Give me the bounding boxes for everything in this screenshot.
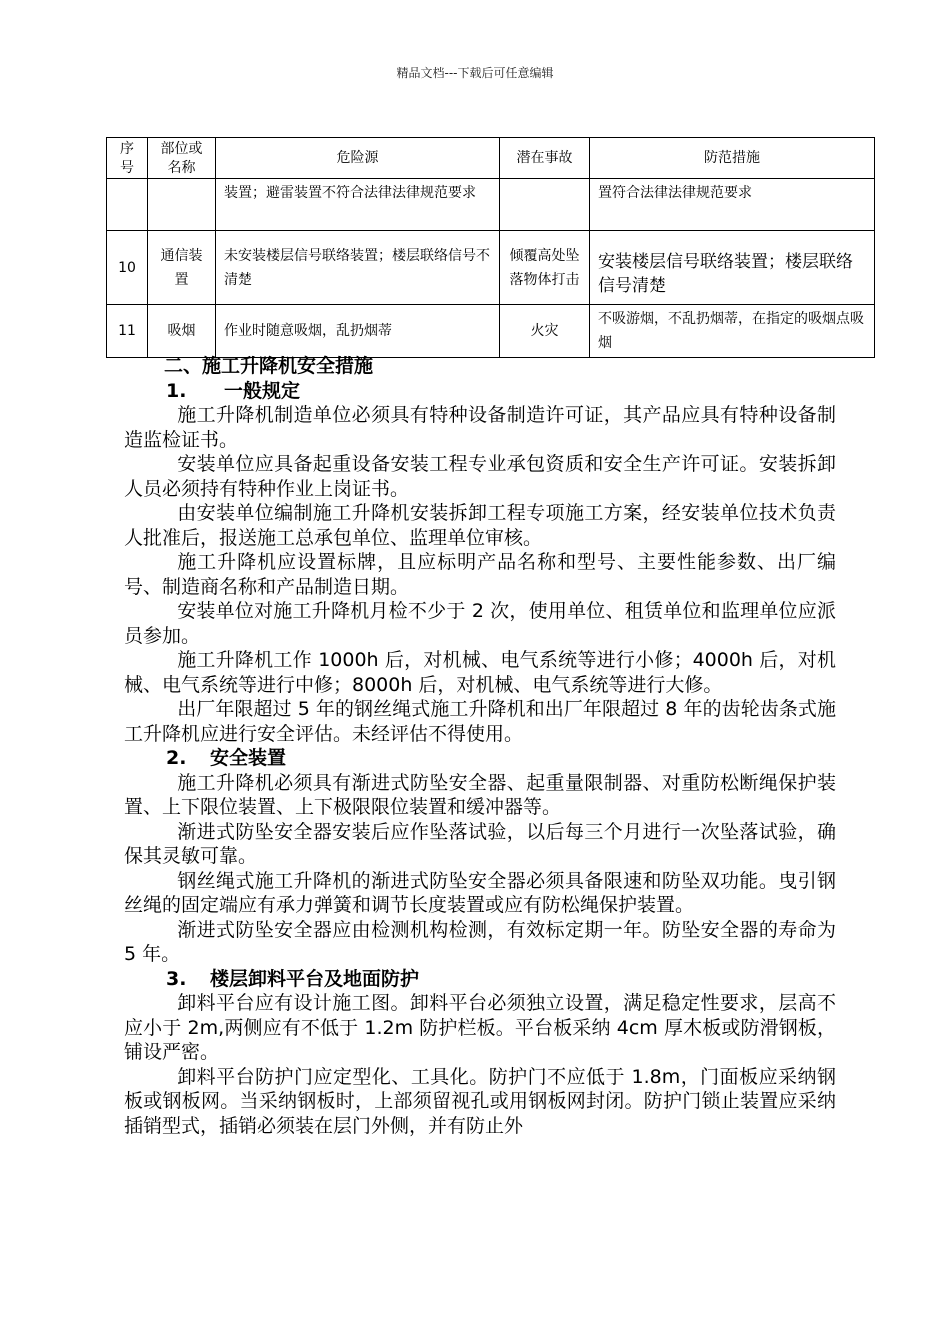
paragraph: 渐进式防坠安全器应由检测机构检测，有效标定期一年。防坠安全器的寿命为 5 年。 — [124, 918, 836, 965]
cell-accident — [500, 179, 590, 231]
subsection-title: 安全装置 — [210, 747, 287, 769]
subsection-heading — [166, 967, 836, 992]
table-row — [107, 179, 875, 231]
cell-hazard: 未安装楼层信号联络装置；楼层联络信号不清楚 — [216, 231, 500, 305]
table-header-row — [107, 138, 875, 179]
header-cell-accident: 潜在事故 — [500, 138, 590, 179]
subsection-number: 1. — [166, 379, 187, 402]
page-header: 精品文档---下载后可任意编辑 — [396, 66, 554, 80]
paragraph: 施工升降机必须具有渐进式防坠安全器、起重量限制器、对重防松断绳保护装置、上下限位装置、上下极限限位装置和缓冲器等。 — [124, 771, 836, 818]
subsection-heading — [166, 379, 836, 404]
subsection-number: 2. — [166, 747, 187, 769]
paragraph: 渐进式防坠安全器安装后应作坠落试验，以后每三个月进行一次坠落试验，确保其灵敏可靠。 — [124, 820, 836, 867]
cell-hazard: 作业时随意吸烟，乱扔烟蒂 — [216, 305, 500, 358]
paragraph: 由安装单位编制施工升降机安装拆卸工程专项施工方案，经安装单位技术负责人批准后，报送施工总承包单位、监理单位审核。 — [124, 502, 836, 549]
paragraph: 施工升降机工作 1000h 后，对机械、电气系统等进行小修；4000h 后，对机械、电气系统等进行中修；8000h 后，对机械、电气系统等进行大修。 — [124, 649, 836, 696]
paragraph: 施工升降机制造单位必须具有特种设备制造许可证，其产品应具有特种设备制造监检证书。 — [124, 404, 836, 451]
cell-part — [148, 179, 216, 231]
subsection-title: 楼层卸料平台及地面防护 — [210, 967, 420, 990]
cell-hazard: 装置；避雷装置不符合法律法律规范要求 — [216, 179, 500, 231]
hazard-table — [106, 137, 875, 358]
cell-measure: 置符合法律法律规范要求 — [590, 179, 875, 231]
cell-no — [107, 179, 148, 231]
paragraph: 出厂年限超过 5 年的钢丝绳式施工升降机和出厂年限超过 8 年的齿轮齿条式施工升降机应进行安全评估。未经评估不得使用。 — [124, 698, 836, 745]
header-cell-hazard: 危险源 — [216, 138, 500, 179]
header-cell-no: 序号 — [107, 138, 148, 179]
table-row — [107, 231, 875, 305]
subsection-title: 一般规定 — [224, 379, 301, 402]
cell-part: 吸烟 — [148, 305, 216, 358]
cell-accident: 火灾 — [500, 305, 590, 358]
cell-part: 通信装置 — [148, 231, 216, 305]
cell-no: 11 — [107, 305, 148, 358]
cell-accident: 倾覆高处坠落物体打击 — [500, 231, 590, 305]
table-row — [107, 305, 875, 358]
paragraph: 施工升降机应设置标牌，且应标明产品名称和型号、主要性能参数、出厂编号、制造商名称和产品制造日期。 — [124, 551, 836, 598]
cell-no: 10 — [107, 231, 148, 305]
paragraph: 卸料平台防护门应定型化、工具化。防护门不应低于 1.8m，门面板应采纳钢板或钢板网。当采纳钢板时，上部须留视孔或用钢板网封闭。防护门锁止装置应采纳插销型式，插销必须装在层门外侧，并有防止外 — [124, 1065, 836, 1137]
document-body — [124, 354, 836, 1138]
header-cell-measure: 防范措施 — [590, 138, 875, 179]
paragraph: 安装单位应具备起重设备安装工程专业承包资质和安全生产许可证。安装拆卸人员必须持有特种作业上岗证书。 — [124, 453, 836, 500]
paragraph: 钢丝绳式施工升降机的渐进式防坠安全器必须具备限速和防坠双功能。曳引钢丝绳的固定端应有承力弹簧和调节长度装置或应有防松绳保护装置。 — [124, 869, 836, 916]
paragraph: 卸料平台应有设计施工图。卸料平台必须独立设置，满足稳定性要求，层高不应小于 2m,两侧应有不低于 1.2m 防护栏板。平台板采纳 4cm 厚木板或防滑钢板，铺设严密。 — [124, 992, 836, 1063]
subsection-number: 3. — [166, 967, 187, 990]
cell-measure: 不吸游烟，不乱扔烟蒂，在指定的吸烟点吸烟 — [590, 305, 875, 358]
header-cell-part: 部位或名称 — [148, 138, 216, 179]
cell-measure: 安装楼层信号联络装置；楼层联络信号清楚 — [590, 231, 875, 305]
subsection-heading — [166, 746, 836, 771]
section-title: 二、施工升降机安全措施 — [164, 355, 374, 377]
paragraph: 安装单位对施工升降机月检不少于 2 次，使用单位、租赁单位和监理单位应派员参加。 — [124, 600, 836, 647]
